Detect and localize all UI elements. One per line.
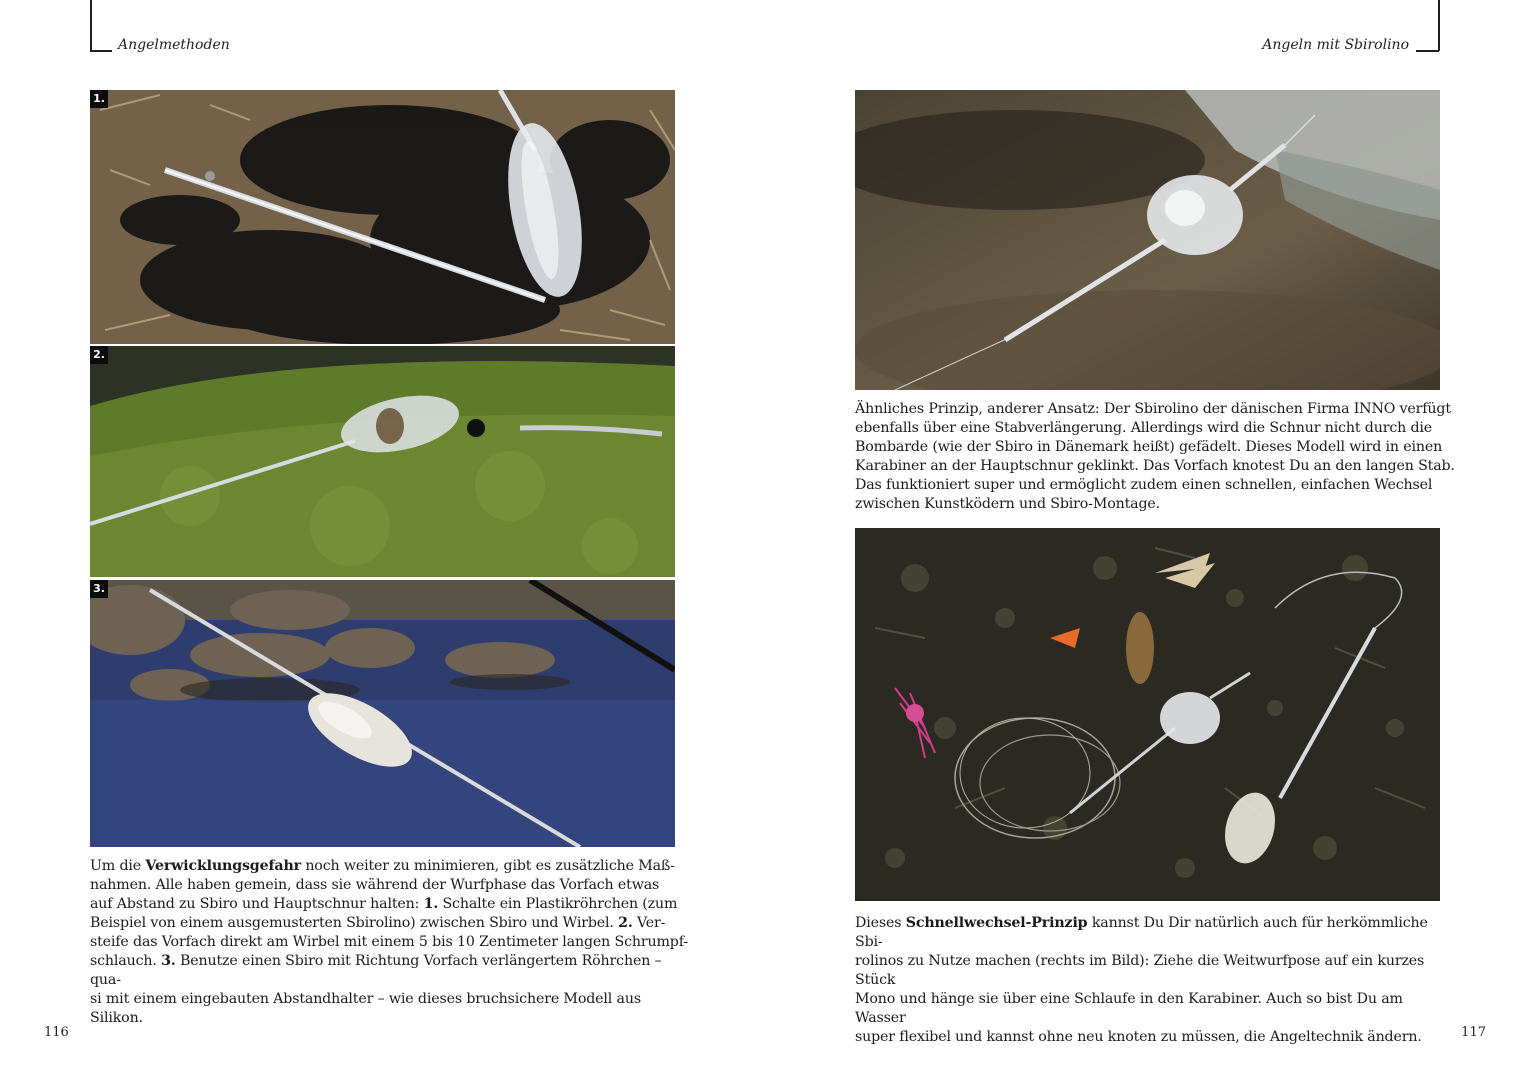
right-running-head: Angeln mit Sbirolino [1262, 37, 1409, 53]
left-corner-rule-vertical [90, 0, 92, 51]
photo-quick-change-setup [855, 528, 1440, 901]
text-line: zwischen Kunstködern und Sbiro-Montage. [855, 496, 1160, 512]
text-span: kannst Du Dir natürlich auch für herkömmliche Sbi- [855, 915, 1428, 950]
text-span: super flexibel und kannst ohne neu knoten zu müssen, die Angeltechnik ändern. [855, 1029, 1422, 1045]
sbiro-on-seaweed-photo [90, 90, 675, 344]
text-span: auf Abstand zu Sbiro und Hauptschnur halten: [90, 896, 424, 912]
photo-badge-2: 2. [90, 346, 108, 364]
photo-badge-3: 3. [90, 580, 108, 598]
photo-badge-1: 1. [90, 90, 108, 108]
right-corner-rule-vertical [1438, 0, 1440, 51]
text-span: rolinos zu Nutze machen (rechts im Bild): Ziehe die Weitwurfpose auf ein kurzes Stück [855, 953, 1425, 988]
right-page-number: 117 [1461, 1025, 1486, 1040]
quick-change-setup-photo [855, 528, 1440, 901]
text-span: schlauch. [90, 953, 162, 969]
bold-number: 2. [618, 915, 633, 931]
sbiro-on-mossy-rock-photo [90, 346, 675, 577]
left-corner-rule-horizontal [90, 50, 112, 52]
text-line: Karabiner an der Hauptschnur geklinkt. Das Vorfach knotest Du an den langen Stab. [855, 458, 1455, 474]
text-span: steife das Vorfach direkt am Wirbel mit einem 5 bis 10 Zentimeter langen Schrumpf- [90, 934, 688, 950]
photo-inno-sbirolino [855, 90, 1440, 390]
bold-term: Schnellwechsel-Prinzip [905, 915, 1088, 931]
photo-3 [90, 580, 675, 847]
text-span: Ver- [632, 915, 666, 931]
text-line: Ähnliches Prinzip, anderer Ansatz: Der Sbirolino der dänischen Firma INNO verfügt [855, 401, 1451, 417]
right-caption-bottom [855, 914, 1455, 1047]
text-span: Um die [90, 858, 146, 874]
text-span: Mono und hänge sie über eine Schlaufe in den Karabiner. Auch so bist Du am Wasser [855, 991, 1403, 1026]
photo-1 [90, 90, 675, 344]
text-span: Schalte ein Plastikröhrchen (zum [438, 896, 678, 912]
text-line: Bombarde (wie der Sbiro in Dänemark heißt) gefädelt. Dieses Modell wird in einen [855, 439, 1443, 455]
right-corner-rule-horizontal [1416, 50, 1439, 52]
text-span: Dieses [855, 915, 906, 931]
text-span: nahmen. Alle haben gemein, dass sie während der Wurfphase das Vorfach etwas [90, 877, 660, 893]
left-page-number: 116 [44, 1025, 69, 1040]
bold-number: 1. [423, 896, 439, 912]
text-line: Das funktioniert super und ermöglicht zudem einen schnellen, einfachen Wechsel [855, 477, 1433, 493]
text-span: si mit einem eingebauten Abstandhalter – wie dieses bruchsichere Modell aus Silikon. [90, 991, 641, 1026]
text-span: Benutze einen Sbiro mit Richtung Vorfach verlängertem Röhrchen – qua- [90, 953, 662, 988]
bold-term: Verwicklungsgefahr [145, 858, 301, 874]
left-running-head: Angelmethoden [118, 37, 230, 53]
bold-number: 3. [161, 953, 176, 969]
inno-sbirolino-photo [855, 90, 1440, 390]
photo-2 [90, 346, 675, 577]
left-body-paragraph [90, 857, 690, 1028]
text-span: noch weiter zu minimieren, gibt es zusätzliche Maß- [300, 858, 675, 874]
text-line: ebenfalls über eine Stabverlängerung. Allerdings wird die Schnur nicht durch die [855, 420, 1433, 436]
text-span: Beispiel von einem ausgemusterten Sbirolino) zwischen Sbiro und Wirbel. [90, 915, 619, 931]
sbiro-over-water-photo [90, 580, 675, 847]
right-caption-top [855, 400, 1455, 514]
